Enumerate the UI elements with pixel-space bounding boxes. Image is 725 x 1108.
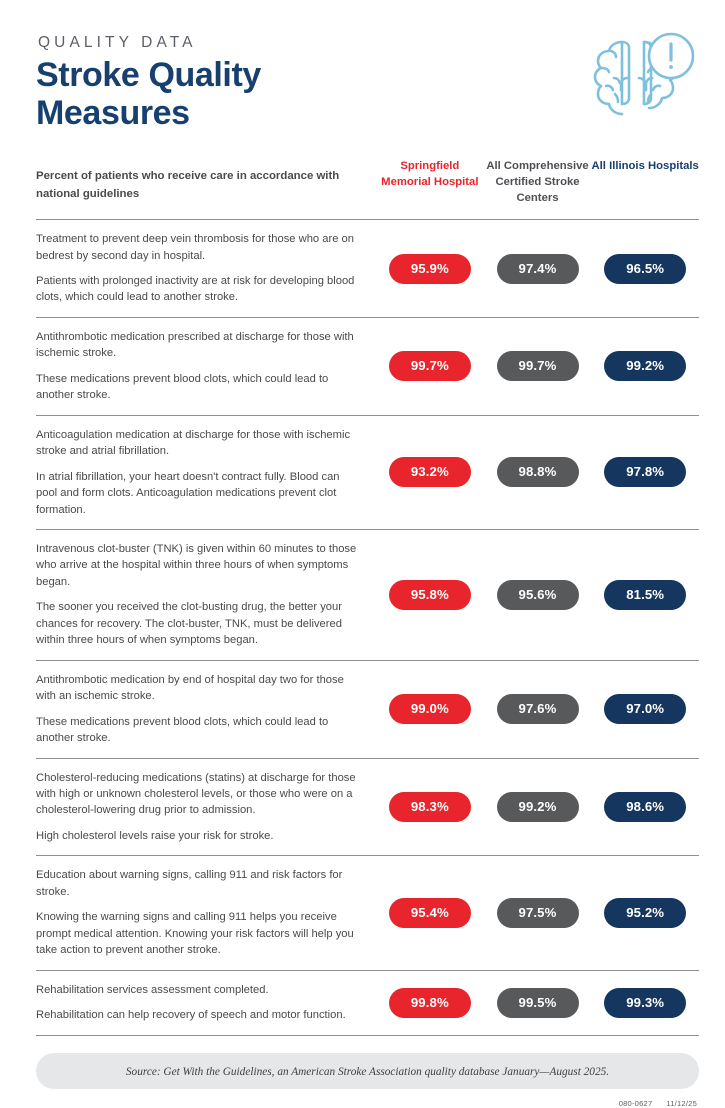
value-cell-illinois (591, 580, 699, 610)
table-row (36, 758, 699, 856)
value-pill-illinois: 97.0% (604, 694, 686, 724)
value-cell-certified-centers (484, 457, 592, 487)
row-description (36, 231, 376, 306)
table-row (36, 529, 699, 660)
explanation-text: The sooner you received the clot-busting drug, the better your chances for recovery. The clot-buster, TNK, must be delivered within three hours of when symptoms began. (36, 601, 342, 647)
value-cell-illinois (591, 694, 699, 724)
value-cell-illinois (591, 457, 699, 487)
row-description (36, 329, 376, 404)
value-pill-illinois: 97.8% (604, 457, 686, 487)
value-cell-illinois (591, 898, 699, 928)
value-pill-springfield: 93.2% (389, 457, 471, 487)
value-pill-illinois: 96.5% (604, 254, 686, 284)
table-row (36, 219, 699, 317)
value-pill-springfield: 95.4% (389, 898, 471, 928)
value-cell-springfield (376, 988, 484, 1018)
document-code: 080-0627 (618, 1098, 653, 1108)
value-pill-illinois: 99.2% (604, 351, 686, 381)
column-header-certified-centers: All Comprehensive Certified Stroke Centers (486, 160, 589, 205)
page-header (0, 0, 725, 133)
explanation-text: In atrial fibrillation, your heart doesn't contract fully. Blood can pool and form clots. Anticoagulation medications prevent clot formation. (36, 470, 340, 516)
row-description (36, 770, 376, 845)
value-cell-springfield (376, 457, 484, 487)
column-header-springfield: Springfield Memorial Hospital (381, 160, 479, 189)
row-description (36, 427, 376, 518)
value-pill-illinois: 98.6% (604, 792, 686, 822)
value-cell-certified-centers (484, 351, 592, 381)
row-description (36, 982, 376, 1024)
document-date: 11/12/25 (666, 1098, 697, 1108)
value-cell-springfield (376, 580, 484, 610)
value-pill-certified-centers: 97.6% (497, 694, 579, 724)
value-pill-certified-centers: 98.8% (497, 457, 579, 487)
measure-text: Cholesterol-reducing medications (statins) at discharge for those with high or unknown cholesterol levels, or those who were on a cholesterol-lowering drug prior to admission. (36, 771, 356, 817)
value-pill-springfield: 95.9% (389, 254, 471, 284)
value-cell-springfield (376, 694, 484, 724)
source-bar (36, 1053, 699, 1089)
value-pill-certified-centers: 99.7% (497, 351, 579, 381)
value-pill-illinois: 99.3% (604, 988, 686, 1018)
value-cell-illinois (591, 988, 699, 1018)
value-pill-certified-centers: 95.6% (497, 580, 579, 610)
measure-text: Anticoagulation medication at discharge for those with ischemic stroke and atrial fibrillation. (36, 428, 351, 458)
value-cell-springfield (376, 898, 484, 928)
measure-text: Antithrombotic medication by end of hospital day two for those with an ischemic stroke. (36, 673, 344, 703)
column-header-illinois: All Illinois Hospitals (591, 160, 699, 172)
table-row (36, 317, 699, 415)
source-text: Source: Get With the Guidelines, an American Stroke Association quality database January—August 2025. (125, 1065, 610, 1078)
document-meta (0, 1099, 697, 1108)
value-pill-certified-centers: 97.4% (497, 254, 579, 284)
value-pill-illinois: 95.2% (604, 898, 686, 928)
description-column-header: Percent of patients who receive care in accordance with national guidelines (36, 170, 340, 200)
brain-alert-icon (575, 24, 703, 128)
value-pill-springfield: 99.0% (389, 694, 471, 724)
value-pill-springfield: 98.3% (389, 792, 471, 822)
value-cell-springfield (376, 792, 484, 822)
row-description (36, 672, 376, 747)
measure-text: Treatment to prevent deep vein thrombosis for those who are on bedrest by second day in hospital. (36, 233, 354, 262)
measure-text: Intravenous clot-buster (TNK) is given within 60 minutes to those who arrive at the hospital within three hours of when symptoms began. (36, 542, 357, 588)
value-pill-illinois: 81.5% (604, 580, 686, 610)
value-pill-certified-centers: 99.5% (497, 988, 579, 1018)
explanation-text: Rehabilitation can help recovery of speech and motor function. (36, 1009, 346, 1022)
value-cell-certified-centers (484, 792, 592, 822)
value-cell-certified-centers (484, 898, 592, 928)
table-row (36, 415, 699, 529)
explanation-text: Knowing the warning signs and calling 911 helps you receive prompt medical attention. Knowing your risk factors will help you take action to prevent another stroke. (36, 911, 354, 957)
eyebrow-label: QUALITY DATA (38, 34, 197, 51)
value-pill-springfield: 99.8% (389, 988, 471, 1018)
measure-text: Rehabilitation services assessment completed. (36, 983, 269, 996)
value-cell-illinois (591, 792, 699, 822)
explanation-text: Patients with prolonged inactivity are at risk for developing blood clots, which could lead to another stroke. (36, 275, 355, 304)
value-cell-illinois (591, 351, 699, 381)
measures-table (0, 219, 725, 1035)
table-row (36, 660, 699, 758)
value-cell-certified-centers (484, 988, 592, 1018)
column-header-row (0, 120, 725, 206)
row-description (36, 541, 376, 649)
value-cell-springfield (376, 351, 484, 381)
value-pill-springfield: 99.7% (389, 351, 471, 381)
value-cell-certified-centers (484, 580, 592, 610)
explanation-text: High cholesterol levels raise your risk for stroke. (36, 829, 274, 842)
table-row (36, 855, 699, 969)
explanation-text: These medications prevent blood clots, which could lead to another stroke. (36, 715, 329, 745)
measure-text: Education about warning signs, calling 911 and risk factors for stroke. (36, 869, 343, 898)
explanation-text: These medications prevent blood clots, which could lead to another stroke. (36, 372, 329, 402)
measure-text: Antithrombotic medication prescribed at discharge for those with ischemic stroke. (36, 330, 354, 360)
value-pill-certified-centers: 99.2% (497, 792, 579, 822)
page-title: Stroke Quality Measures (36, 56, 261, 133)
value-cell-certified-centers (484, 254, 592, 284)
table-row (36, 970, 699, 1036)
value-cell-illinois (591, 254, 699, 284)
row-description (36, 867, 376, 958)
value-pill-springfield: 95.8% (389, 580, 471, 610)
value-cell-springfield (376, 254, 484, 284)
value-cell-certified-centers (484, 694, 592, 724)
value-pill-certified-centers: 97.5% (497, 898, 579, 928)
